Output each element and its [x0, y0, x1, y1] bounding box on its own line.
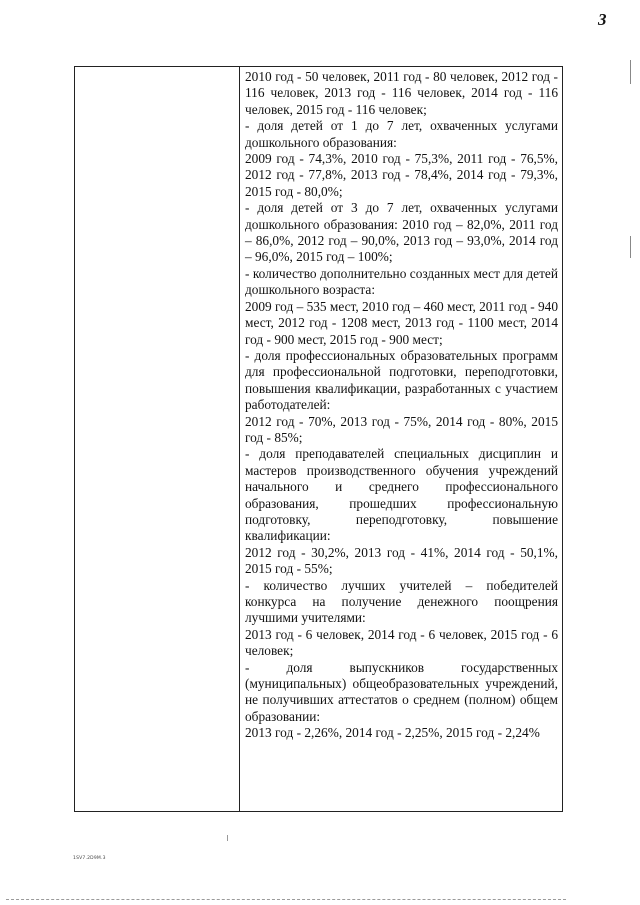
margin-mark [630, 236, 631, 258]
text-block: 2009 год – 535 мест, 2010 год – 460 мест, 2011 год - 940 мест, 2012 год - 1208 мест, 2013 год - 1100 мест, 2014 год - 900 мест, 2015 год - 900 мест; [245, 298, 558, 347]
text-block: - количество лучших учителей – победителей конкурса на получение денежного поощрения лучшими учителями: [245, 577, 558, 626]
margin-tick [227, 835, 228, 841]
margin-mark [630, 60, 631, 84]
text-block: 2012 год - 70%, 2013 год - 75%, 2014 год - 80%, 2015 год - 85%; [245, 413, 558, 445]
table-right-cell [245, 69, 558, 742]
text-block: - доля детей от 1 до 7 лет, охваченных услугами дошкольного образования: [245, 118, 558, 150]
text-block: - доля преподавателей специальных дисциплин и мастеров производственного обучения учреждений начального и среднего профессионального образования, прошедших профессиональную подготовку, переподготовку, повышение квалификации: [245, 446, 558, 544]
text-block: 2013 год - 2,26%, 2014 год - 2,25%, 2015 год - 2,24% [245, 725, 540, 741]
text-block: - доля выпускников государственных (муниципальных) общеобразовательных учреждений, не получивших аттестатов о среднем (полном) общем образовании: [245, 659, 558, 724]
column-divider [239, 67, 240, 811]
text-block: 2010 год - 50 человек, 2011 год - 80 человек, 2012 год - 116 человек, 2013 год - 116 человек, 2014 год - 116 человек, 2015 год - 116 человек; [245, 69, 558, 117]
text-block: - количество дополнительно созданных мест для детей дошкольного возраста: [245, 265, 558, 298]
text-block: - доля детей от 3 до 7 лет, охваченных услугами дошкольного образования: 2010 год – 82,0%, 2011 год – 86,0%, 2012 год – 90,0%, 2013 год – 93,0%, 2014 год – 96,0%, 2015 год – 100%; [245, 200, 558, 265]
page-number: 3 [598, 10, 607, 29]
text-block: 2009 год - 74,3%, 2010 год - 75,3%, 2011 год - 76,5%, 2012 год - 77,8%, 2013 год - 78,4%, 2014 год - 79,3%, 2015 год - 80,0%; [245, 151, 558, 199]
text-block: 2012 год - 30,2%, 2013 год - 41%, 2014 год - 50,1%, 2015 год - 55%; [245, 544, 558, 577]
footer-code: 1SV7.2D9M.3 [73, 856, 106, 861]
footer-line [6, 899, 566, 900]
text-block: 2013 год - 6 человек, 2014 год - 6 человек, 2015 год - 6 человек; [245, 626, 558, 659]
text-block: - доля профессиональных образовательных программ для профессиональной подготовки, переподготовки, повышения квалификации, разработанных с участием работодателей: [245, 347, 558, 413]
document-table [74, 66, 563, 812]
